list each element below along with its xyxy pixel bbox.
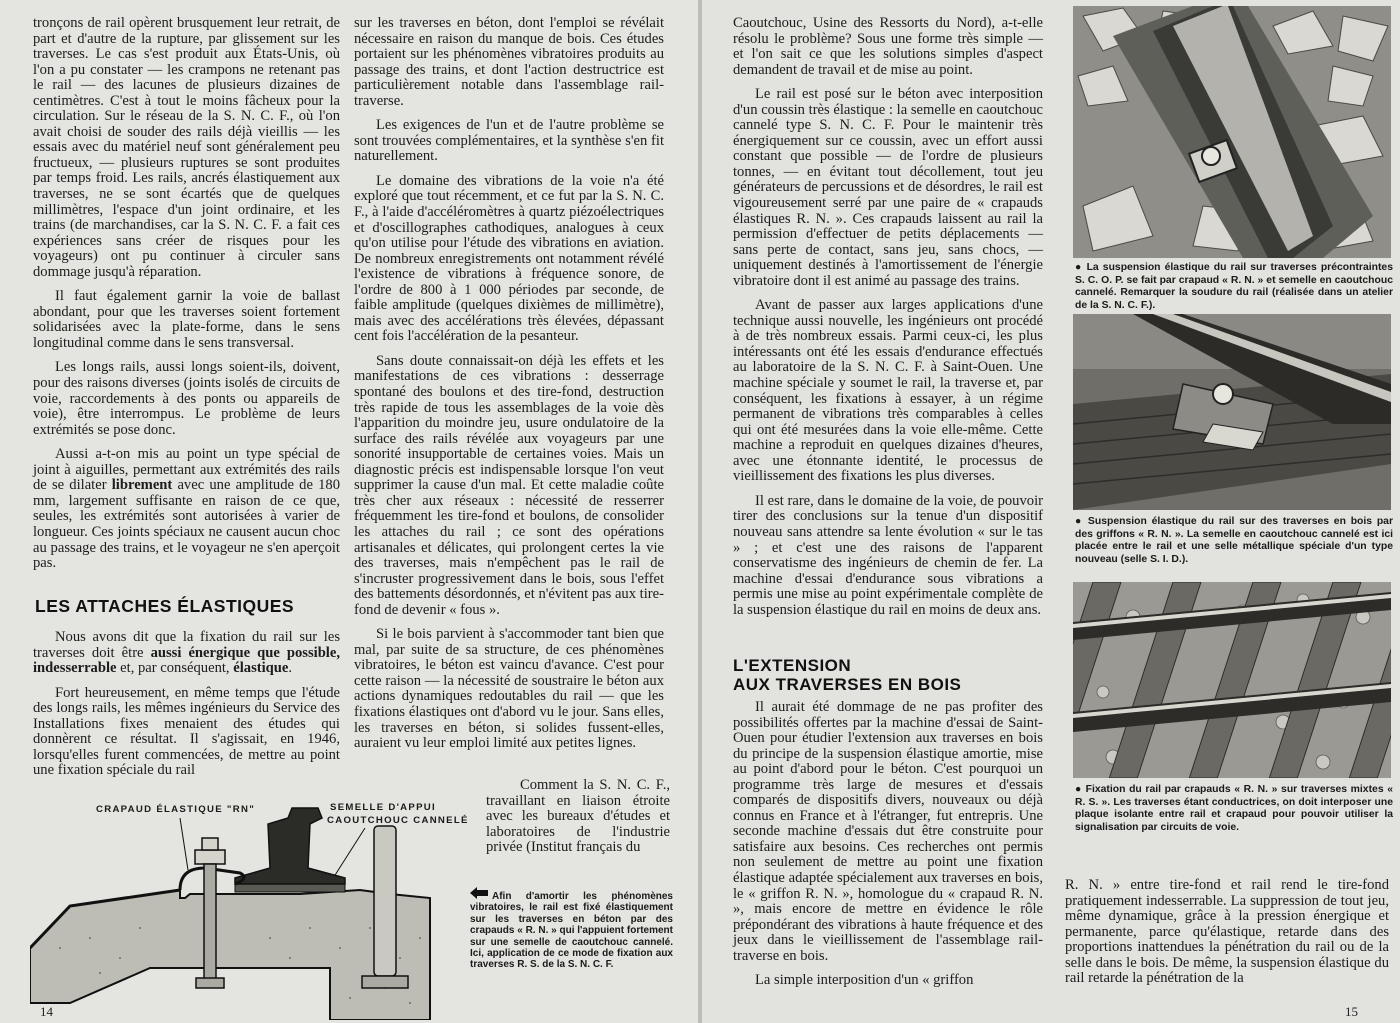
diagram-label-crapaud: CRAPAUD ÉLASTIQUE "RN"	[96, 804, 256, 815]
paragraph: Caoutchouc, Usine des Ressorts du Nord), a-t-elle résolu le problème? Sous une forme très simple — et l'on sait ce que les solutions simples d'aspect demandent de travail et de mise au point.	[733, 15, 1043, 78]
paragraph: Si le bois parvient à s'accommoder tant bien que mal, par suite de sa structure, de ces phénomènes vibratoires, le béton est vaincu d'avance. C'est pour cette raison — la nécessité de soustraire le béton aux actions dynamiques redoutables du rail — que les fixations élastiques ont d'abord vu le jour. Sans elles, les traverses en béton, si solides fussent-elles, auraient vu leur emploi limité aux petites lignes.	[354, 626, 664, 752]
paragraph: Avant de passer aux larges applications d'une technique aussi nouvelle, les ingénieurs ont procédé à de très nombreux essais. Parmi ceux-ci, les plus intéressants ont été les essais d'endurance effectués au laboratoire de la S. N. C. F. à Saint-Ouen. Une machine spéciale y soumet le rail, la traverse et, par conséquent, les fixations à essayer, à un régime permanent de vibrations très comparables à celles qui ont été mesurées dans la voie elle-même. Cette machine a reproduit en quelques dizaines d'heures, avec une étonnante identité, le processus de vieillissement des fixations les plus diverses.	[733, 297, 1043, 485]
paragraph: Il faut également garnir la voie de ballast abondant, pour que les traverses soient fortement solidarisées avec la plate-forme, dans le sens longitudinal comme dans le sens transversal.	[33, 288, 340, 351]
left-arrow-icon	[470, 887, 488, 902]
paragraph: Il aurait été dommage de ne pas profiter des possibilités offertes par la machine d'essai de Saint-Ouen pour étudier l'extension aux traverses en bois du principe de la suspension élastique amortie, mise au point d'abord pour le béton. C'est pourquoi un programme très large de mesures et d'essais comparés de dispositifs divers, nouveaux ou déjà connus en France et à l'étranger, fut entrepris. Une seconde machine d'essais dut être construite pour satisfaire aux besoins. Ces recherches ont permis non seulement de mettre au point une fixation élastique adaptée spécialement aux traverses en bois, le « griffon R. N. », homologue du « crapaud R. N. », mais encore de mettre en évidence le rôle prépondérant des vibrations à haute fréquence et des jeux dans le vieillissement de l'assemblage rail-traverse en bois.	[733, 699, 1043, 964]
paragraph: Fort heureusement, en même temps que l'étude des longs rails, les mêmes ingénieurs du Service des Installations fixes menaient des études qui donnèrent ce résultat. Il s'agissait, en 1946, lorsqu'elles furent commencées, de mettre au point une fixation spéciale du rail	[33, 684, 340, 779]
paragraph: Le rail est posé sur le béton avec interposition d'un coussin très élastique : la semelle en caoutchouc cannelé type S. N. C. F. Pour le maintenir très énergiquement sur ce coussin, avec un effort aussi constant que possible — de l'ordre de plusieurs tonnes, — en évitant tout décollement, tout jeu générateurs de percussions et de désordres, le rail est vigoureusement serré par une paire de « crapauds élastiques R. N. ». Ces crapauds laissent au rail la permission d'effectuer de petits déplacements — sans perte de contact, sans jeu, sans chocs, — uniquement destinés à l'amortissement de l'énergie vibratoire dont il est animé au passage des trains.	[733, 86, 1043, 289]
rail-on-wooden-sleeper-photo	[1073, 314, 1391, 510]
paragraph: Le domaine des vibrations de la voie n'a été exploré que tout récemment, et ce fut par la S. N. C. F., à l'aide d'accéléromètres à quartz piézoélectriques et d'oscillographes cathodiques, analogues à ceux qu'on utilise pour l'étude des vibrations en aviation. De nombreux enregistrements ont notamment révélé l'existence de vibrations à fréquence sonore, de l'ordre de 800 à 1 000 périodes par seconde, de faible amplitude (quelques dixièmes de millimètre), mais avec des accélérations très élevées, dépassant cent fois l'accélération de la pesanteur.	[354, 172, 664, 345]
page-number: 14	[40, 1004, 53, 1019]
paragraph: sur les traverses en béton, dont l'emploi se révélait nécessaire en raison du manque de bois. Ces études portaient sur les phénomènes vibratoires produits au passage des trains, et dont l'action destructrice est particulièrement notable dans l'assemblage rail-traverse.	[354, 15, 664, 109]
column-1-bottom	[33, 630, 340, 779]
rail-on-concrete-sleeper-photo	[1073, 6, 1391, 258]
column-2	[354, 16, 664, 752]
rail-fastening-diagram	[30, 798, 470, 1020]
section-heading-attaches: LES ATTACHES ÉLASTIQUES	[35, 596, 295, 616]
diagram-label-caoutchouc: CAOUTCHOUC CANNELÉ	[327, 815, 469, 826]
column-2-bottom	[486, 778, 670, 856]
photo-caption-1: ● La suspension élastique du rail sur traverses précontraintes S. C. O. P. se fait par crapaud « R. N. » et semelle en caoutchouc cannelé. Remarquer la soudure du rail (réalisée dans un atelier de la S. N. C. F.).	[1075, 262, 1393, 311]
paragraph: Il est rare, dans le domaine de la voie, de pouvoir tirer des conclusions sur la tenue d'un dispositif nouveau sans attendre sa lente évolution « sur le tas » ; et c'est une des raisons de l'apparent conservatisme des ingénieurs de chemin de fer. La machine d'essai d'endurance sous vibrations a permis une mise au point expérimentale complète de la suspension élastique du rail en moins de deux ans.	[733, 492, 1043, 618]
diagram-drawing	[30, 798, 470, 1020]
section-heading-extension: L'EXTENSION AUX TRAVERSES EN BOIS	[733, 656, 962, 694]
column-4-bottom	[1065, 878, 1389, 987]
photo-caption-3: ● Fixation du rail par crapauds « R. N. » sur traverses mixtes « R. S. ». Les traverses étant conductrices, on doit interposer une plaque isolante entre rail et crapaud pour pouvoir utiliser la signalisation par circuits de voie.	[1075, 784, 1393, 833]
paragraph: Comment la S. N. C. F., travaillant en liaison étroite avec les bureaux d'études et laboratoires de l'industrie privée (Institut français du	[486, 777, 670, 856]
photo-caption-2: ● Suspension élastique du rail sur des traverses en bois par des griffons « R. N. ». La semelle en caoutchouc cannelé est ici placée entre le rail et une selle métallique spéciale d'un type nouveau (selle S. I. D.).	[1075, 516, 1393, 565]
paragraph: Les exigences de l'un et de l'autre problème se sont trouvées complémentaires, et la synthèse s'en fit naturellement.	[354, 117, 664, 165]
paragraph: tronçons de rail opèrent brusquement leur retrait, de part et d'autre de la rupture, par glissement sur les traverses. Le cas s'est produit aux États-Unis, où l'on a pu constater — les crampons ne retenant pas le rail — des lacunes de plusieurs dizaines de centimètres. C'est à tout le moins fâcheux pour la circulation. Sur le réseau de la S. N. C. F., où l'on avait choisi de souder des rails déjà vieillis — les essais avec du matériel neuf sont généralement peu fructueux, — plusieurs ruptures se sont produites par temps froid. Les rails, ancrés élastiquement aux traverses, ne se sont écartés que de quelques millimètres, l'espace d'un joint ordinaire, et les trains (de marchandises, car la S. N. C. F. a fait ces expériences sans créer de risques pour les voyageurs) ont pu continuer à circuler sans dommage jusqu'à réparation.	[33, 15, 340, 280]
paragraph: Nous avons dit que la fixation du rail sur les traverses doit être aussi énergique que possible, indesserrable et, par conséquent, élastique.	[33, 629, 340, 677]
paragraph: La simple interposition d'un « griffon	[755, 972, 974, 989]
left-page	[0, 0, 698, 1023]
column-3-bottom	[733, 700, 1043, 989]
paragraph: Les longs rails, aussi longs soient-ils, doivent, pour des raisons diverses (joints isolés de circuits de voie, raccordements à des ponts ou appareils de voie), être interrompus. Le problème de leurs extrémités se pose donc.	[33, 359, 340, 438]
paragraph: R. N. » entre tire-fond et rail rend le tire-fond pratiquement indesserrable. La suppression de tout jeu, même dynamique, grâce à la pression énergique et permanente, parce qu'élastique, retarde dans des proportions inattendues la pénétration du rail ou de la selle dans le bois. De même, la suspension élastique du rail retarde la pénétration de la	[1065, 877, 1389, 987]
paragraph: Aussi a-t-on mis au point un type spécial de joint à aiguilles, permettant aux extrémités des rails de se dilater librement avec une amplitude de 180 mm, largement suffisante en raison de ce que, seules, les extrémités sont autorisées à varier de longueur. Ces joints spéciaux ne causent aucun choc au passage des trains, et le voyageur ne s'en aperçoit pas.	[33, 446, 340, 572]
page-number: 15	[1345, 1004, 1358, 1019]
column-3-top	[733, 16, 1043, 618]
diagram-label-semelle: SEMELLE D'APPUI	[330, 802, 437, 813]
diagram-note: Afin d'amortir les phénomènes vibratoires, le rail est fixé élastiquement sur les traverses en béton par des crapauds « R. N. » qui l'appuient fortement sur une semelle de caoutchouc cannelé. Ici, application de ce mode de fixation aux traverses R. S. de la S. N. C. F.	[470, 887, 673, 971]
paragraph: Sans doute connaissait-on déjà les effets et les manifestations de ces vibrations : desserrage spontané des boulons et des tire-fond, destruction très rapide de tous les assemblages de la voie dès l'apparition du moindre jeu, usure ondulatoire de la surface des rails révélée aux voyageurs par une sonorité insupportable de certaines voies. Mais un diagnostic précis est indispensable lorsque l'on veut supprimer la cause d'un mal. Et cette maladie coûte très cher aux réseaux : nécessité de resserrer fréquemment les tire-fond et boulons, de consolider les attaches du rail ; ce sont des opérations artisanales et délicates, qui prolongent certes la vie des traverses, mais n'empêchent pas le rail de s'incruster progressivement dans le bois, sous l'effet des battements désordonnés, et n'évitent pas aux tire-fond de devenir « fous ».	[354, 352, 664, 618]
track-mixed-sleepers-photo	[1073, 582, 1391, 778]
column-1-top	[33, 16, 340, 572]
